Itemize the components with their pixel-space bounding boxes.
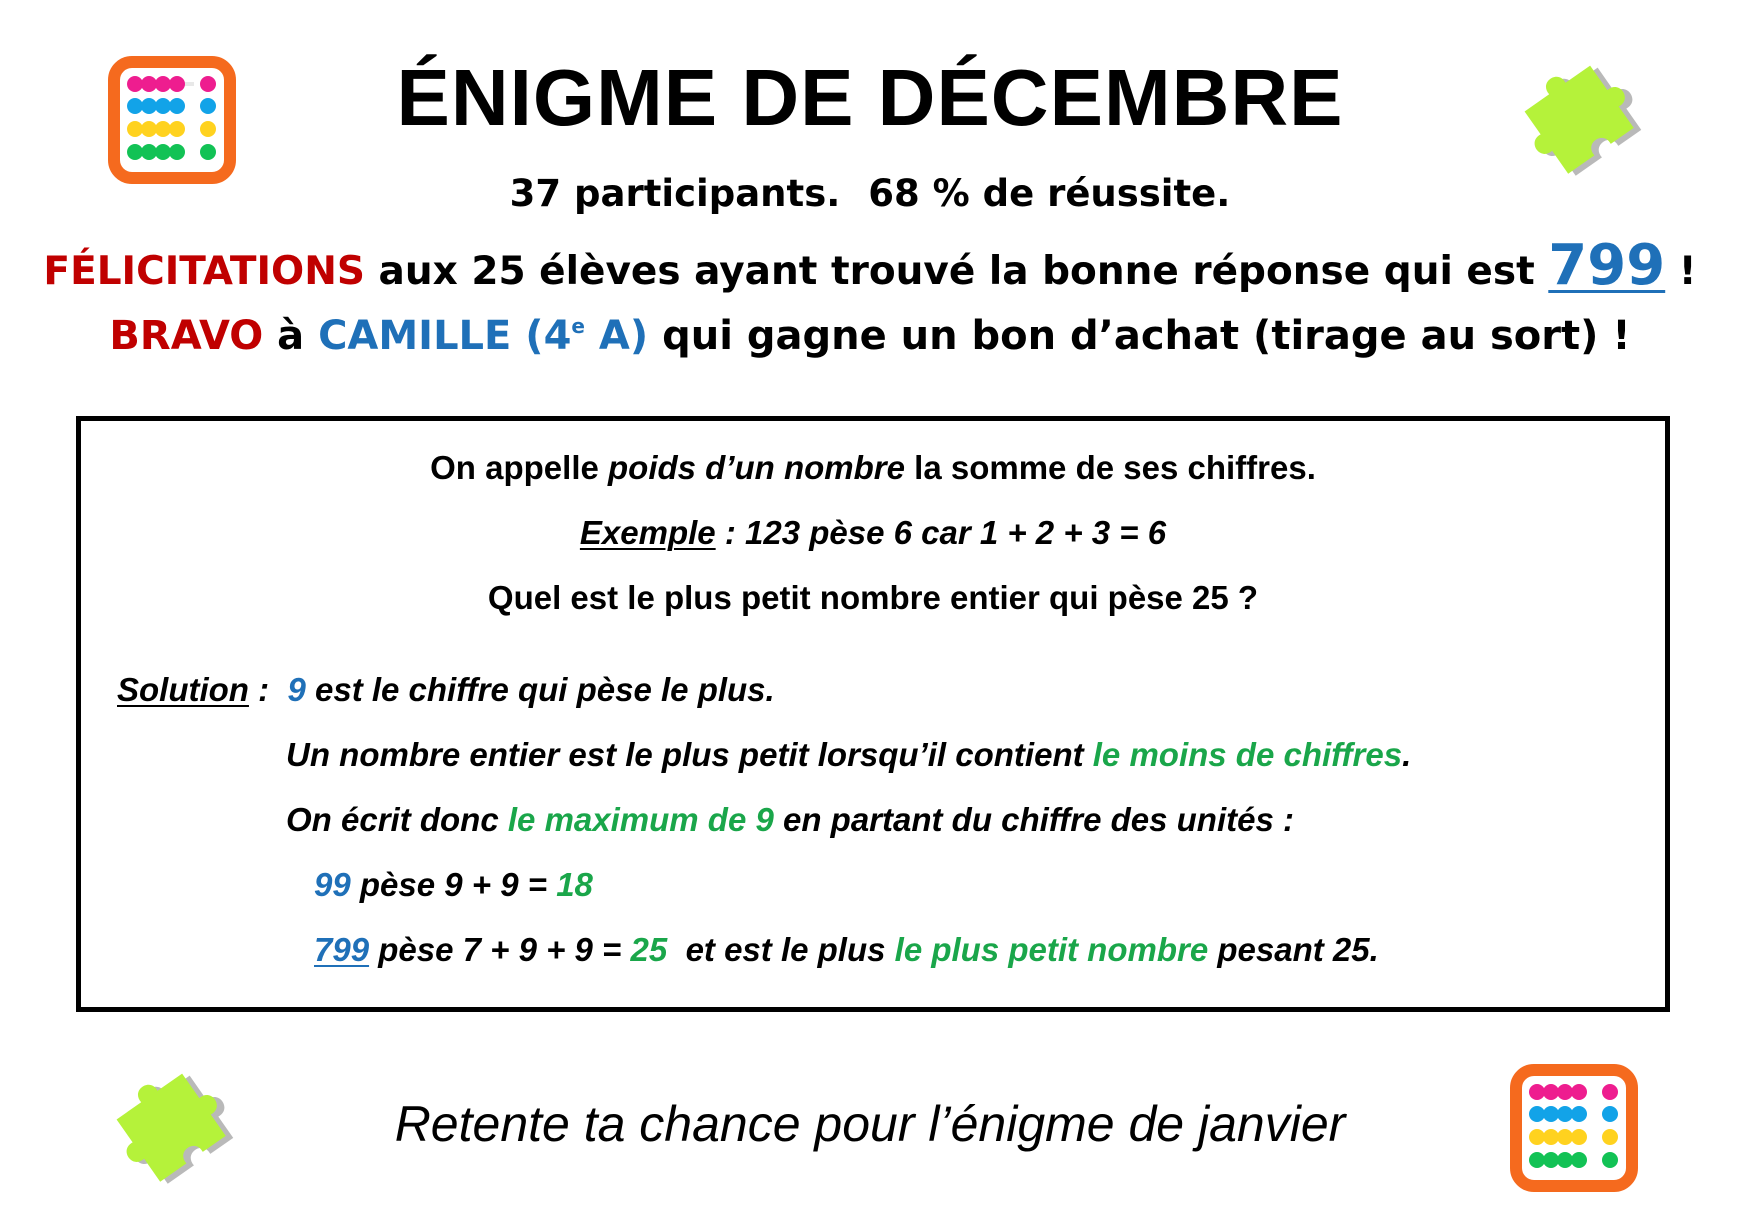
winner-label: CAMILLE (4 [318, 313, 572, 359]
winner-class-end: A) [584, 313, 649, 359]
solution-label: Solution [117, 671, 249, 708]
abacus-icon [1510, 1064, 1638, 1192]
solution-l2-b: le moins de chiffres [1092, 736, 1403, 773]
winner-line [0, 313, 1740, 359]
solution-line-2 [286, 738, 1411, 771]
solution-line-5 [314, 933, 1379, 966]
footer-text: Retente ta chance pour l’énigme de janvier [394, 1096, 1346, 1152]
congrats-end: ! [1665, 249, 1697, 294]
solution-l1: est le chiffre qui pèse le plus. [305, 671, 775, 708]
grade-superscript: e [571, 314, 585, 338]
congrats-text: aux 25 élèves ayant trouvé la bonne réponse qui est [364, 249, 1549, 294]
solution-l4-c: 18 [556, 866, 593, 903]
solution-l5-c: 25 [630, 931, 668, 968]
solution-l3-a: On écrit donc [286, 801, 508, 838]
solution-l5-d: et est le plus [667, 931, 895, 968]
solution-nine: 9 [287, 671, 306, 708]
definition-term: poids d’un nombre [608, 449, 905, 486]
solution-line-3 [286, 803, 1294, 836]
definition-text-a: On appelle [430, 449, 609, 486]
solution-l4-b: pèse 9 + 9 = [350, 866, 557, 903]
question-line: Quel est le plus petit nombre entier qui pèse 25 ? [487, 579, 1259, 616]
page-title: ÉNIGME DE DÉCEMBRE [396, 53, 1344, 142]
example-line [81, 516, 1665, 549]
winner-name [318, 313, 648, 359]
answer-value: 799 [1548, 233, 1666, 298]
definition-text-c: la somme de ses chiffres. [905, 449, 1316, 486]
success-rate: 68 % de réussite. [868, 172, 1231, 215]
bravo-a: à [263, 313, 319, 359]
solution-l5-f: pesant 25. [1208, 931, 1379, 968]
bravo-text: qui gagne un bon d’achat (tirage au sort) ! [648, 313, 1631, 359]
congratulations-line [0, 233, 1740, 298]
solution-l5-e: le plus petit nombre [894, 931, 1209, 968]
stats-line [0, 172, 1740, 215]
solution-line-1 [117, 673, 775, 706]
participants-count: 37 participants. [509, 172, 841, 215]
solution-colon: : [248, 671, 288, 708]
solution-l5-a: 799 [314, 931, 370, 968]
example-label: Exemple [579, 514, 716, 551]
solution-l2-a: Un nombre entier est le plus petit lorsqu’il contient [286, 736, 1093, 773]
solution-l3-b: le maximum de 9 [507, 801, 774, 838]
bravo-highlight: BRAVO [109, 313, 264, 359]
example-text: : 123 pèse 6 car 1 + 2 + 3 = 6 [715, 514, 1167, 551]
problem-box [76, 416, 1670, 1012]
solution-line-4 [314, 868, 593, 901]
solution-l2-c: . [1402, 736, 1412, 773]
congrats-highlight: FÉLICITATIONS [43, 249, 365, 294]
solution-l5-b: pèse 7 + 9 + 9 = [369, 931, 631, 968]
solution-l3-c: en partant du chiffre des unités : [773, 801, 1294, 838]
solution-l4-a: 99 [314, 866, 351, 903]
definition-line [81, 451, 1665, 484]
